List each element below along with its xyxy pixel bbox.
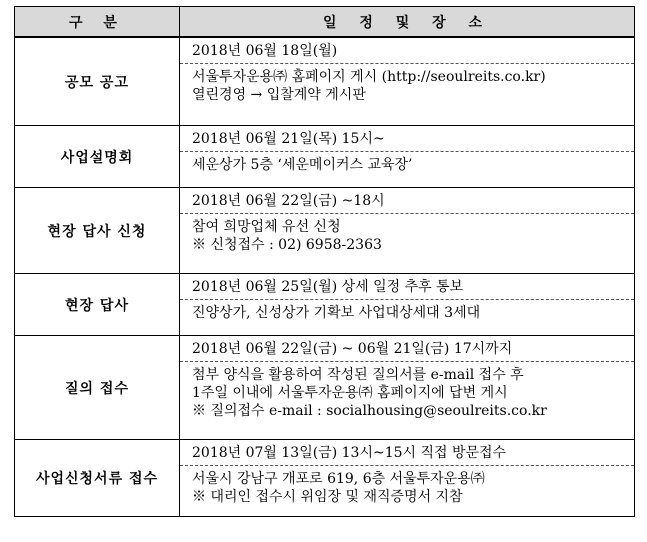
row-date: 2018년 06월 25일(월) 상세 일정 추후 통보 [180, 274, 634, 300]
row-line: ※ 질의접수 e-mail : socialhousing@seoulreits.co.kr [192, 403, 547, 419]
row-line: 진양상가, 신성상가 기확보 사업대상세대 3세대 [192, 305, 481, 321]
row-line: 첨부 양식을 활용하여 작성된 질의서를 e-mail 접수 후 [192, 367, 524, 383]
row-date: 2018년 06월 21일(목) 15시~ [180, 126, 634, 152]
row-line: 열린경영 → 입찰계약 게시판 [192, 87, 366, 103]
row-detail [180, 188, 635, 274]
row-detail [180, 126, 635, 188]
row-line: 세운상가 5층 ‘세운메이커스 교육장’ [192, 157, 413, 173]
row-line: ※ 신청접수 : 02) 6958-2363 [192, 237, 382, 253]
table-row [15, 126, 635, 188]
row-line: 서울투자운용㈜ 홈페이지 게시 (http://seoulreits.co.kr) [192, 69, 546, 85]
row-label: 질의 접수 [15, 336, 180, 440]
table-row [15, 37, 635, 126]
row-date: 2018년 06월 22일(금) ~18시 [180, 188, 634, 214]
row-date: 2018년 06월 22일(금) ~ 06월 21일(금) 17시까지 [180, 336, 634, 362]
row-detail [180, 440, 635, 517]
row-label: 현장 답사 [15, 274, 180, 336]
row-label: 현장 답사 신청 [15, 188, 180, 274]
row-date: 2018년 06월 18일(월) [180, 38, 634, 64]
row-line: 서울시 강남구 개포로 619, 6층 서울투자운용㈜ [192, 471, 485, 487]
table-row [15, 440, 635, 517]
header-schedule-place: 일 정 및 장 소 [180, 7, 635, 38]
header-row [15, 7, 635, 38]
row-line: ※ 대리인 접수시 위임장 및 재직증명서 지참 [192, 489, 463, 505]
row-detail [180, 37, 635, 126]
table-row [15, 188, 635, 274]
row-label: 공모 공고 [15, 37, 180, 126]
row-label: 사업설명회 [15, 126, 180, 188]
row-label: 사업신청서류 접수 [15, 440, 180, 517]
schedule-table [14, 6, 635, 517]
row-date: 2018년 07월 13일(금) 13시~15시 직접 방문접수 [180, 440, 634, 466]
header-category: 구 분 [15, 7, 180, 38]
table-row [15, 274, 635, 336]
row-detail [180, 336, 635, 440]
row-line: 참여 희망업체 유선 신청 [192, 219, 341, 235]
row-line: 1주일 이내에 서울투자운용㈜ 홈페이지에 답변 게시 [192, 385, 508, 401]
row-detail [180, 274, 635, 336]
table-row [15, 336, 635, 440]
